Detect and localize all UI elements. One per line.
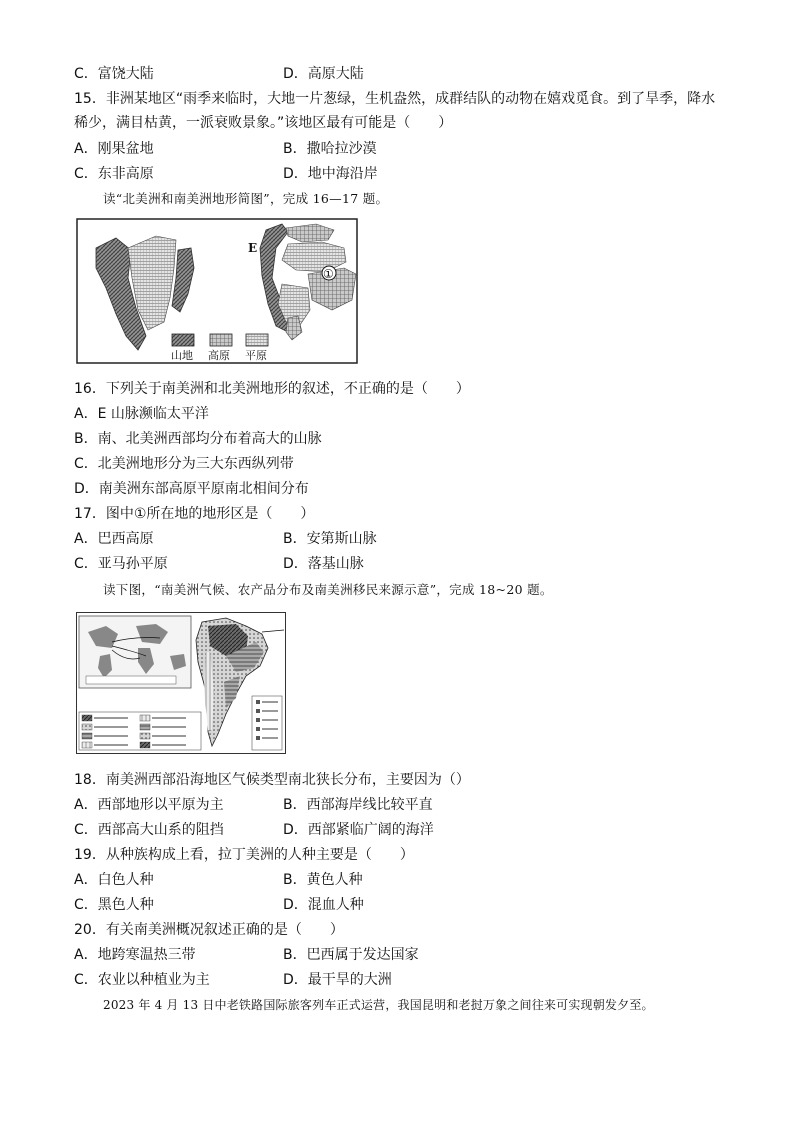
- q19-option-b: B．黄色人种: [283, 872, 363, 888]
- intro-16-17: 读“北美洲和南美洲地形简图”，完成 16—17 题。: [103, 191, 389, 206]
- q20-stem: 20．有关南美洲概况叙述正确的是（ ）: [74, 922, 344, 938]
- legend-swatch-plain: [246, 334, 268, 346]
- q16-option-d: D．南美洲东部高原平原南北相间分布: [74, 481, 309, 497]
- q17-stem: 17．图中①所在地的地形区是（ ）: [74, 506, 315, 522]
- q17-option-c: C．亚马孙平原: [74, 556, 168, 572]
- q15-option-c: C．东非高原: [74, 166, 154, 182]
- q18-option-b: B．西部海岸线比较平直: [283, 797, 433, 813]
- q16-option-a: A．E 山脉濒临太平洋: [74, 406, 209, 422]
- q19-option-c: C．黑色人种: [74, 897, 154, 913]
- q18-option-a: A．西部地形以平原为主: [74, 797, 224, 813]
- q20-option-d: D．最干旱的大洲: [283, 972, 392, 988]
- map-label-e: E: [248, 241, 258, 255]
- q20-option-c: C．农业以种植业为主: [74, 972, 210, 988]
- q20-option-b: B．巴西属于发达国家: [283, 947, 419, 963]
- legend-label-plain: 平原: [245, 349, 267, 362]
- q15-stem-line1: 15．非洲某地区“雨季来临时，大地一片葱绿，生机盎然，成群结队的动物在嬉戏觅食。到了旱季，降水: [74, 91, 716, 107]
- q19-option-d: D．混血人种: [283, 897, 364, 913]
- q18-stem: 18．南美洲西部沿海地区气候类型南北狭长分布，主要因为（）: [74, 772, 470, 788]
- legend-label-plateau: 高原: [208, 349, 230, 362]
- legend-swatch-plateau: [210, 334, 232, 346]
- q20-option-a: A．地跨寒温热三带: [74, 947, 196, 963]
- terrain-map-figure: [76, 218, 358, 368]
- q15-stem-line2: 稀少，满目枯黄，一派衰败景象。”该地区最有可能是（ ）: [74, 115, 453, 131]
- q16-option-c: C．北美洲地形分为三大东西纵列带: [74, 456, 294, 472]
- q16-stem: 16．下列关于南美洲和北美洲地形的叙述，不正确的是（ ）: [74, 381, 470, 397]
- q18-option-d: D．西部紧临广阔的海洋: [283, 822, 434, 838]
- legend-swatch-mountain: [172, 334, 194, 346]
- terrain-map: [76, 218, 358, 364]
- q15-option-a: A．刚果盆地: [74, 141, 154, 157]
- south-america-climate-figure: [76, 612, 286, 758]
- q17-option-b: B．安第斯山脉: [283, 531, 377, 547]
- q15-option-b: B．撒哈拉沙漠: [283, 141, 377, 157]
- q17-option-a: A．巴西高原: [74, 531, 154, 547]
- q15-option-d: D．地中海沿岸: [283, 166, 378, 182]
- q14-option-c: C．富饶大陆: [74, 66, 154, 82]
- q18-option-c: C．西部高大山系的阻挡: [74, 822, 224, 838]
- intro-closing: 2023 年 4 月 13 日中老铁路国际旅客列车正式运营，我国昆明和老挝万象之间往来可实现朝发夕至。: [103, 998, 654, 1012]
- q19-option-a: A．白色人种: [74, 872, 154, 888]
- intro-18-20: 读下图，“南美洲气候、农产品分布及南美洲移民来源示意”，完成 18~20 题。: [103, 582, 553, 597]
- q19-stem: 19．从种族构成上看，拉丁美洲的人种主要是（ ）: [74, 847, 414, 863]
- q16-option-b: B．南、北美洲西部均分布着高大的山脉: [74, 431, 322, 447]
- legend-label-mountain: 山地: [171, 349, 193, 362]
- south-america-climate-map: [76, 612, 286, 754]
- q14-option-d: D．高原大陆: [283, 66, 364, 82]
- q17-option-d: D．落基山脉: [283, 556, 364, 572]
- map-label-1: ①: [323, 267, 334, 281]
